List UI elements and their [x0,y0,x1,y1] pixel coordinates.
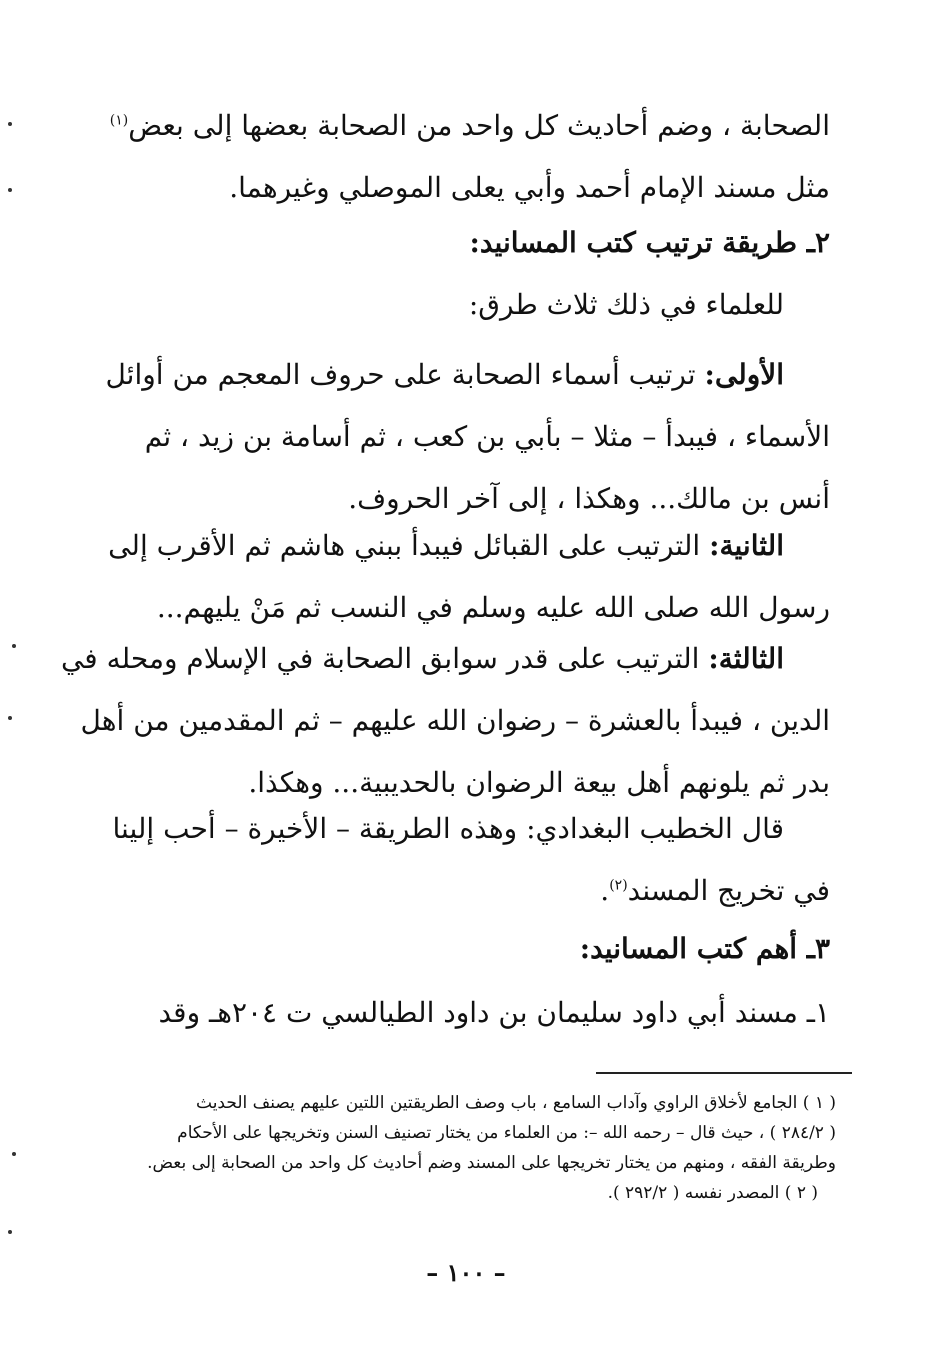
scan-speck [8,716,12,720]
method-label: الأولى: [704,358,784,391]
intro-line [118,274,830,336]
footnote-ref: (٢) [609,877,628,894]
text-line: في تخريج المسند$^{(٢)}$. [600,874,830,907]
text-line: قال الخطيب البغدادي: وهذه الطريقة – الأخيرة – أحب إلينا [112,812,784,845]
section-heading-2 [118,212,830,274]
text-line: الدين ، فيبدأ بالعشرة – رضوان الله عليهم – ثم المقدمين من أهل [80,704,830,737]
text-line: الصحابة ، وضم أحاديث كل واحد من الصحابة بعضها إلى بعض$^{(١)}$ [109,109,830,142]
paragraph-1 [109,95,830,219]
footnotes [120,1088,836,1208]
heading: ٣ـ أهم كتب المسانيد: [579,932,830,965]
footnote-line: وطريقة الفقه ، ومنهم من يختار تخريجها على المسند وضم أحاديث كل واحد من الصحابة إلى بعض. [147,1153,836,1173]
method-label: الثانية: [709,529,784,562]
text-line: بدر ثم يلونهم أهل بيعة الرضوان بالحديبية... وهكذا. [248,766,830,799]
section-heading-3 [118,918,830,980]
footnote-line: ( ٢ ) المصدر نفسه ( ٢٩٢/٢ ). [607,1183,818,1203]
footnote-line: ( ١ ) الجامع لأخلاق الراوي وآداب السامع ، باب وصف الطريقتين اللتين عليهم يصنف الحديث [196,1093,836,1113]
scan-speck [8,122,12,126]
method-third [60,628,830,814]
text-line: ١ـ مسند أبي داود سليمان بن داود الطيالسي ت ٢٠٤هـ وقد [158,996,830,1029]
footnote-line: ( ٢٨٤/٢ ) ، حيث قال – رحمه الله –: من العلماء من يختار تصنيف السنن وتخريجها على الأحكام [177,1123,836,1143]
musnad-item-1 [118,982,830,1044]
text-line: الثالثة: الترتيب على قدر سوابق الصحابة في الإسلام ومحله في [60,642,784,675]
scan-speck [12,644,16,648]
scan-speck [12,1152,16,1156]
method-second [108,515,830,639]
page-number: – ١٠٠ – [426,1258,506,1287]
text-line: للعلماء في ذلك ثلاث طرق: [468,288,784,321]
text-line: رسول الله صلى الله عليه وسلم في النسب ثم مَنْ يليهم... [156,591,830,624]
khatib-quote [112,798,830,922]
text-line: الأسماء ، فيبدأ – مثلا – بأبي بن كعب ، ثم أسامة بن زيد ، ثم [144,420,830,453]
method-first [105,344,830,530]
scan-speck [8,1230,12,1234]
text-line: الثانية: الترتيب على القبائل فيبدأ ببني هاشم ثم الأقرب إلى [108,529,784,562]
footnote-divider [596,1072,852,1074]
footnote-ref: (١) [109,112,129,129]
method-label: الثالثة: [708,642,784,675]
heading: ٢ـ طريقة ترتيب كتب المسانيد: [469,226,830,259]
text-line: أنس بن مالك... وهكذا ، إلى آخر الحروف. [348,482,830,515]
text-line: مثل مسند الإمام أحمد وأبي يعلى الموصلي وغيرهما. [229,171,830,204]
text-line: الأولى: ترتيب أسماء الصحابة على حروف المعجم من أوائل [105,358,784,391]
scan-speck [8,188,12,192]
